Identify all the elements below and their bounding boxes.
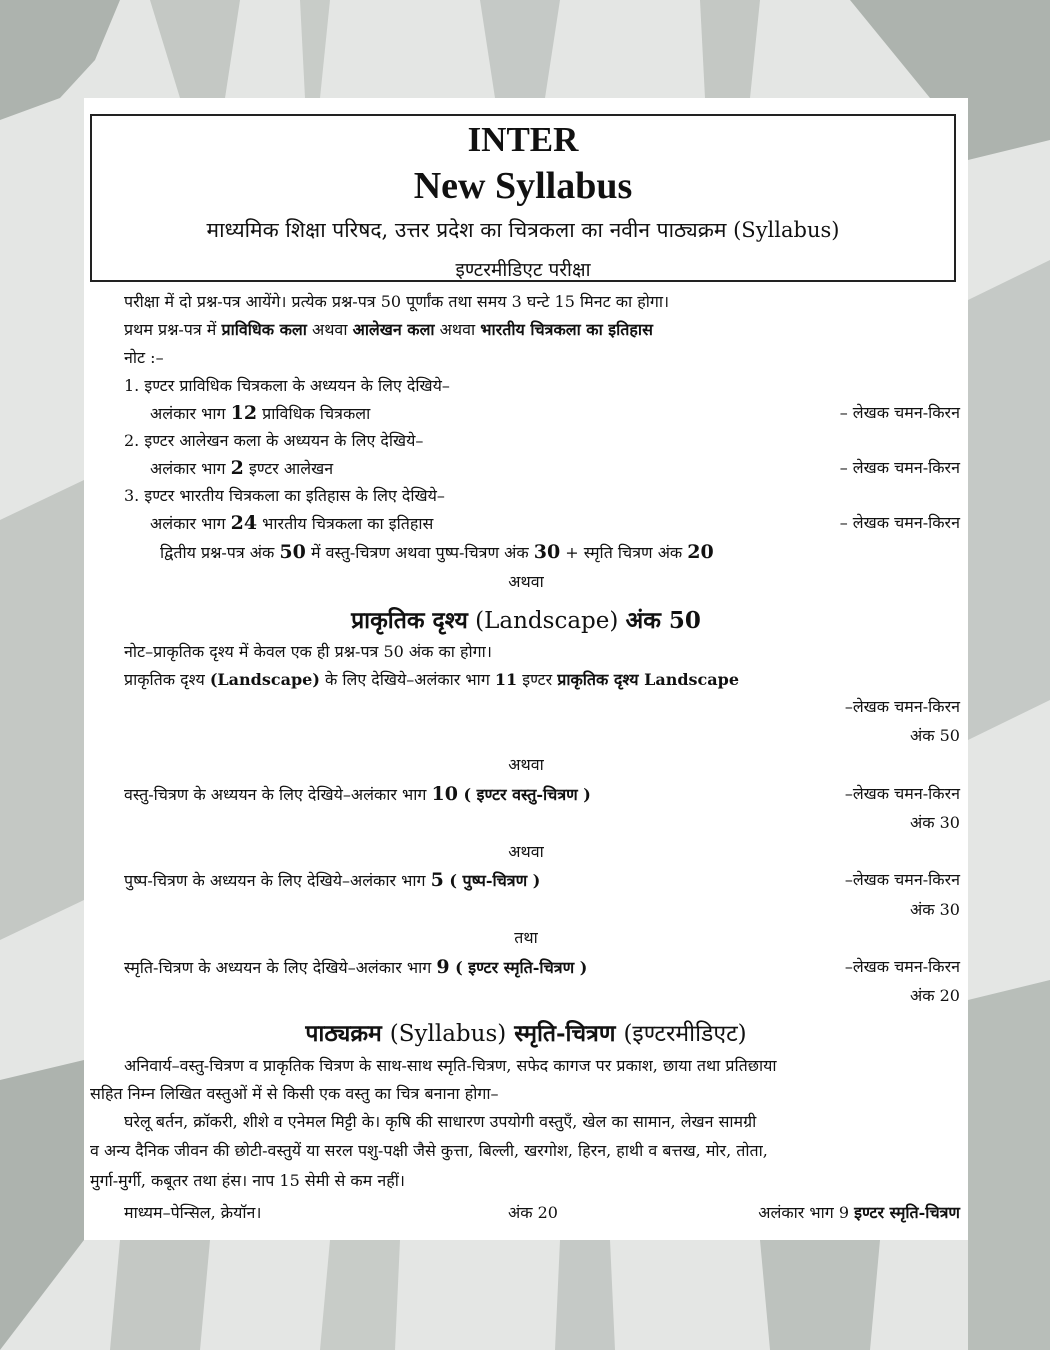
or-separator-3: अथवा: [508, 842, 544, 861]
memory-ref: स्मृति-चित्रण के अध्ययन के लिए देखिये–अलंकार भाग 9 ( इण्टर स्मृति-चित्रण ): [124, 956, 588, 978]
subtitle-exam: इण्टरमीडिएट परीक्षा: [455, 259, 591, 281]
note-1-book: अलंकार भाग 12 प्राविधिक चित्रकला: [150, 402, 371, 424]
syllabus-para-1-line-2: सहित निम्न लिखित वस्तुओं में से किसी एक वस्तु का चित्र बनाना होगा–: [90, 1084, 499, 1103]
still-life-ref: वस्तु-चित्रण के अध्ययन के लिए देखिये–अलंकार भाग 10 ( इण्टर वस्तु-चित्रण ): [124, 783, 591, 805]
and-separator: तथा: [514, 928, 538, 947]
note-2-book: अलंकार भाग 2 इण्टर आलेखन: [150, 457, 334, 479]
flower-author: –लेखक चमन-किरन: [844, 870, 960, 889]
landscape-heading: प्राकृतिक दृश्य (Landscape) अंक 50: [351, 607, 701, 634]
syllabus-para-2-line-1: घरेलू बर्तन, क्रॉकरी, शीशे व एनेमल मिट्टी के। कृषि की साधारण उपयोगी वस्तुएँ, खेल का सामान, लेखन सामग्री: [124, 1112, 757, 1131]
landscape-marks: अंक 50: [910, 726, 960, 745]
landscape-author: –लेखक चमन-किरन: [844, 697, 960, 716]
syllabus-para-2-line-3: मुर्गा-मुर्गी, कबूतर तथा हंस। नाप 15 सेमी से कम नहीं।: [90, 1171, 405, 1190]
or-separator-2: अथवा: [508, 755, 544, 774]
note-1-heading: 1. इण्टर प्राविधिक चित्रकला के अध्ययन के लिए देखिये–: [124, 376, 450, 395]
still-life-author: –लेखक चमन-किरन: [844, 784, 960, 803]
intro-line-2: प्रथम प्रश्न-पत्र में प्राविधिक कला अथवा आलेखन कला अथवा भारतीय चित्रकला का इतिहास: [124, 320, 653, 339]
still-life-marks: अंक 30: [910, 813, 960, 832]
memory-marks: अंक 20: [910, 986, 960, 1005]
note-2-heading: 2. इण्टर आलेखन कला के अध्ययन के लिए देखिये–: [124, 431, 424, 450]
note-3-book: अलंकार भाग 24 भारतीय चित्रकला का इतिहास: [150, 512, 434, 534]
note-1-author: – लेखक चमन-किरन: [839, 403, 960, 422]
note-2-author: – लेखक चमन-किरन: [839, 458, 960, 477]
subtitle-board: माध्यमिक शिक्षा परिषद, उत्तर प्रदेश का चित्रकला का नवीन पाठ्यक्रम (Syllabus): [206, 218, 840, 242]
title-new-syllabus: New Syllabus: [413, 165, 633, 207]
syllabus-para-2-line-2: व अन्य दैनिक जीवन की छोटी-वस्तुयें या सरल पशु-पक्षी जैसे कुत्ता, बिल्ली, खरगोश, हिरन, हाथी व बत्तख, मोर, तोता,: [90, 1141, 768, 1160]
syllabus-marks: अंक 20: [508, 1203, 558, 1222]
or-separator-1: अथवा: [508, 572, 544, 591]
note-3-heading: 3. इण्टर भारतीय चित्रकला का इतिहास के लिए देखिये–: [124, 486, 445, 505]
memory-author: –लेखक चमन-किरन: [844, 957, 960, 976]
intro-line-1: परीक्षा में दो प्रश्न-पत्र आयेंगे। प्रत्येक प्रश्न-पत्र 50 पूर्णांक तथा समय 3 घन्टे 15 मिनट का होगा।: [124, 292, 670, 311]
landscape-ref: प्राकृतिक दृश्य (Landscape) के लिए देखिये–अलंकार भाग 11 इण्टर प्राकृतिक दृश्य Landscape: [124, 670, 739, 689]
syllabus-heading: पाठ्यक्रम (Syllabus) स्मृति-चित्रण (इण्टरमीडिएट): [305, 1020, 747, 1047]
syllabus-book-ref: अलंकार भाग 9 इण्टर स्मृति-चित्रण: [758, 1203, 960, 1222]
syllabus-page: [84, 98, 968, 1240]
second-paper-line: द्वितीय प्रश्न-पत्र अंक 50 में वस्तु-चित्रण अथवा पुष्प-चित्रण अंक 30 + स्मृति चित्रण अंक 20: [160, 541, 714, 563]
flower-ref: पुष्प-चित्रण के अध्ययन के लिए देखिये–अलंकार भाग 5 ( पुष्प-चित्रण ): [124, 869, 541, 891]
syllabus-para-1-line-1: अनिवार्य–वस्तु-चित्रण व प्राकृतिक चित्रण के साथ-साथ स्मृति-चित्रण, सफेद कागज पर प्रकाश, छाया तथा प्रतिछाया: [124, 1056, 777, 1075]
note-3-author: – लेखक चमन-किरन: [839, 513, 960, 532]
note-label: नोट :–: [124, 348, 164, 367]
landscape-note: नोट–प्राकृतिक दृश्य में केवल एक ही प्रश्न-पत्र 50 अंक का होगा।: [124, 642, 492, 661]
flower-marks: अंक 30: [910, 900, 960, 919]
title-box: [90, 114, 956, 282]
syllabus-medium: माध्यम–पेन्सिल, क्रेयॉन।: [124, 1203, 262, 1222]
title-inter: INTER: [467, 120, 579, 159]
